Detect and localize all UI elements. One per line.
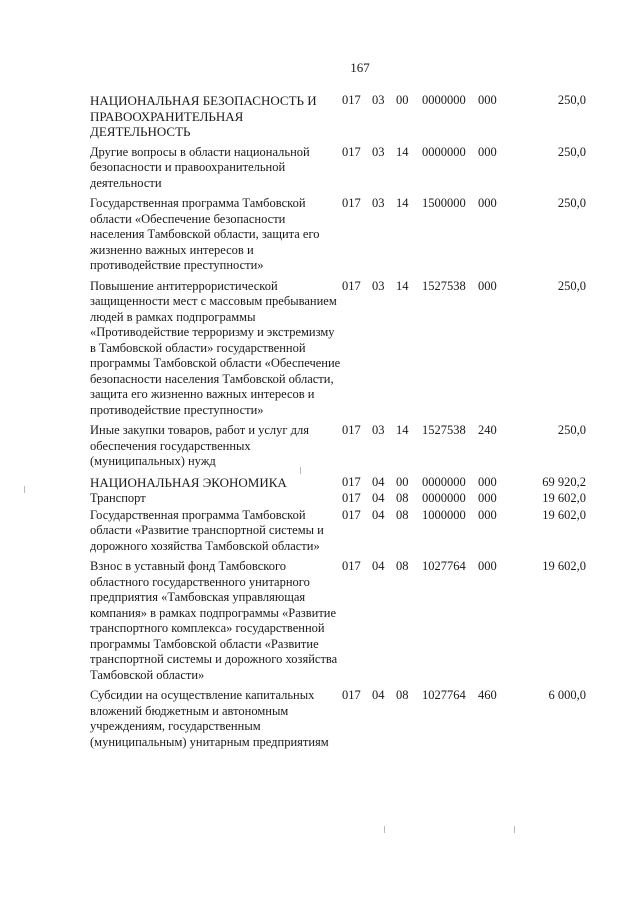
ministry-code: 017 xyxy=(342,93,361,107)
ministry-code: 017 xyxy=(342,144,361,159)
row-name: НАЦИОНАЛЬНАЯ ЭКОНОМИКА xyxy=(90,474,287,490)
section-code: 04 xyxy=(372,688,385,702)
table-row xyxy=(90,475,586,492)
target-code: 0000000 xyxy=(422,474,466,489)
subsection-code: 00 xyxy=(396,474,409,489)
row-name: Повышение антитеррористической защищенности мест с массовым пребыванием людей в рамках подпрограммы «Противодействие терроризму и экстремизму в Тамбовской области» государственной программы Тамбовской области «Обеспечение безопасности населения Тамбовской области, защита его жизненно важных интересов и противодействие преступности» xyxy=(90,278,341,417)
ministry-code: 017 xyxy=(342,507,361,522)
amount: 19 602,0 xyxy=(542,507,586,522)
ministry-code: 017 xyxy=(342,491,361,505)
table-row xyxy=(90,279,586,424)
budget-table xyxy=(90,93,586,755)
target-code: 1527538 xyxy=(422,423,466,437)
amount: 19 602,0 xyxy=(542,559,586,573)
amount: 250,0 xyxy=(557,423,586,437)
expense-type-code: 460 xyxy=(478,688,497,702)
amount: 69 920,2 xyxy=(542,474,586,489)
expense-type-code: 000 xyxy=(478,144,497,159)
target-code: 0000000 xyxy=(422,93,466,107)
expense-type-code: 240 xyxy=(478,423,497,437)
table-row xyxy=(90,93,586,145)
amount: 19 602,0 xyxy=(542,491,586,505)
scan-mark xyxy=(514,826,515,833)
section-code: 03 xyxy=(372,93,385,107)
row-name: Государственная программа Тамбовской области «Развитие транспортной системы и дорожного хозяйства Тамбовской области» xyxy=(90,507,324,553)
target-code: 0000000 xyxy=(422,144,466,159)
scan-mark xyxy=(24,486,25,493)
subsection-code: 14 xyxy=(396,423,409,437)
section-code: 03 xyxy=(372,144,385,159)
amount: 6 000,0 xyxy=(548,688,586,702)
section-code: 03 xyxy=(372,423,385,437)
expense-type-code: 000 xyxy=(478,474,497,489)
expense-type-code: 000 xyxy=(478,559,497,573)
table-row xyxy=(90,145,586,197)
amount: 250,0 xyxy=(557,93,586,107)
expense-type-code: 000 xyxy=(478,278,497,293)
row-name: Транспорт xyxy=(90,491,146,505)
section-code: 04 xyxy=(372,507,385,522)
subsection-code: 14 xyxy=(396,196,409,210)
ministry-code: 017 xyxy=(342,474,361,489)
target-code: 1527538 xyxy=(422,278,466,293)
subsection-code: 14 xyxy=(396,144,409,159)
expense-type-code: 000 xyxy=(478,491,497,505)
page-number: 167 xyxy=(350,60,370,75)
ministry-code: 017 xyxy=(342,196,361,210)
section-code: 03 xyxy=(372,196,385,210)
expense-type-code: 000 xyxy=(478,507,497,522)
target-code: 1027764 xyxy=(422,559,466,573)
scan-mark xyxy=(384,826,385,833)
subsection-code: 14 xyxy=(396,278,409,293)
table-row xyxy=(90,559,586,688)
target-code: 0000000 xyxy=(422,491,466,505)
row-name: Другие вопросы в области национальной безопасности и правоохранительной деятельности xyxy=(90,144,310,190)
section-code: 04 xyxy=(372,559,385,573)
expense-type-code: 000 xyxy=(478,93,497,107)
amount: 250,0 xyxy=(557,278,586,293)
amount: 250,0 xyxy=(557,196,586,210)
amount: 250,0 xyxy=(557,144,586,159)
row-name: Субсидии на осуществление капитальных вложений бюджетным и автономным учреждениям, государственным (муниципальным) унитарным предприятиям xyxy=(90,688,329,749)
ministry-code: 017 xyxy=(342,278,361,293)
row-name: Взнос в уставный фонд Тамбовского областного государственного унитарного предприятия «Тамбовская управляющая компания» в рамках подпрограммы «Развитие транспортного комплекса» государственной программы Тамбовской области «Развитие транспортной системы и дорожного хозяйства Тамбовской области» xyxy=(90,559,338,682)
table-row xyxy=(90,508,586,560)
target-code: 1027764 xyxy=(422,688,466,702)
ministry-code: 017 xyxy=(342,423,361,437)
target-code: 1000000 xyxy=(422,507,466,522)
expense-type-code: 000 xyxy=(478,196,497,210)
row-name: Государственная программа Тамбовской области «Обеспечение безопасности населения Тамбовской области, защита его жизненно важных интересов и противодействие преступности» xyxy=(90,196,320,272)
subsection-code: 08 xyxy=(396,491,409,505)
target-code: 1500000 xyxy=(422,196,466,210)
row-name: НАЦИОНАЛЬНАЯ БЕЗОПАСНОСТЬ И ПРАВООХРАНИТЕЛЬНАЯ ДЕЯТЕЛЬНОСТЬ xyxy=(90,93,317,139)
subsection-code: 00 xyxy=(396,93,409,107)
table-row xyxy=(90,196,586,279)
ministry-code: 017 xyxy=(342,559,361,573)
scan-mark xyxy=(300,467,301,474)
ministry-code: 017 xyxy=(342,688,361,702)
subsection-code: 08 xyxy=(396,559,409,573)
section-code: 03 xyxy=(372,278,385,293)
table-row xyxy=(90,688,586,755)
subsection-code: 08 xyxy=(396,688,409,702)
section-code: 04 xyxy=(372,491,385,505)
subsection-code: 08 xyxy=(396,507,409,522)
section-code: 04 xyxy=(372,474,385,489)
row-name: Иные закупки товаров, работ и услуг для обеспечения государственных (муниципальных) нужд xyxy=(90,423,310,468)
table-row xyxy=(90,491,586,508)
table-row xyxy=(90,423,586,475)
